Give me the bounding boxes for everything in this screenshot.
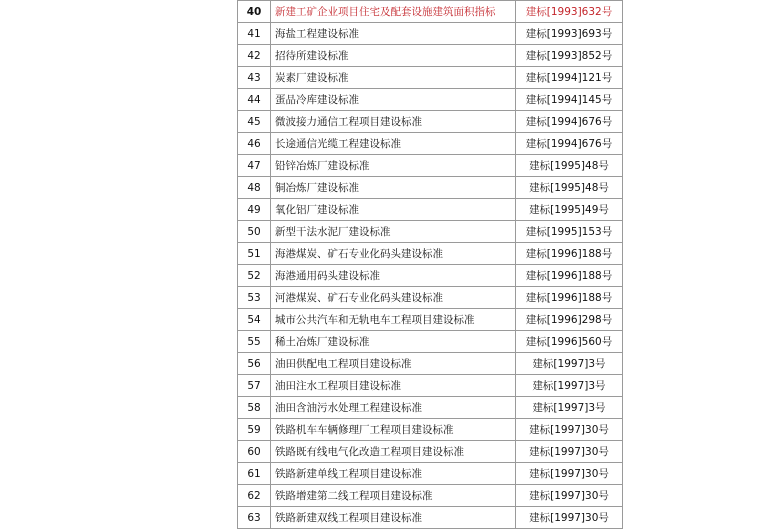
row-number: 45 xyxy=(238,111,271,133)
document-code: 建标[1993]632号 xyxy=(516,1,623,23)
standard-name: 油田供配电工程项目建设标准 xyxy=(271,353,516,375)
table-row xyxy=(238,67,623,89)
row-number: 61 xyxy=(238,463,271,485)
row-number: 47 xyxy=(238,155,271,177)
document-code: 建标[1994]121号 xyxy=(516,67,623,89)
document-code: 建标[1993]693号 xyxy=(516,23,623,45)
document-code: 建标[1993]852号 xyxy=(516,45,623,67)
table-row xyxy=(238,485,623,507)
standard-name: 氧化铝厂建设标准 xyxy=(271,199,516,221)
standard-name: 炭素厂建设标准 xyxy=(271,67,516,89)
table-row xyxy=(238,463,623,485)
row-number: 50 xyxy=(238,221,271,243)
standard-name: 微波接力通信工程项目建设标准 xyxy=(271,111,516,133)
standard-name: 铁路新建双线工程项目建设标准 xyxy=(271,507,516,529)
table-row xyxy=(238,155,623,177)
document-code: 建标[1996]188号 xyxy=(516,265,623,287)
document-code: 建标[1995]49号 xyxy=(516,199,623,221)
table-row xyxy=(238,507,623,529)
document-code: 建标[1997]3号 xyxy=(516,353,623,375)
row-number: 53 xyxy=(238,287,271,309)
document-code: 建标[1997]3号 xyxy=(516,375,623,397)
table-row xyxy=(238,177,623,199)
row-number: 62 xyxy=(238,485,271,507)
document-code: 建标[1995]48号 xyxy=(516,177,623,199)
table-row xyxy=(238,375,623,397)
standard-name: 新型干法水泥厂建设标准 xyxy=(271,221,516,243)
row-number: 59 xyxy=(238,419,271,441)
table-row xyxy=(238,111,623,133)
standards-table-container xyxy=(237,0,623,529)
standard-name: 铁路增建第二线工程项目建设标准 xyxy=(271,485,516,507)
document-code: 建标[1995]48号 xyxy=(516,155,623,177)
table-row xyxy=(238,353,623,375)
standard-name: 长途通信光缆工程建设标准 xyxy=(271,133,516,155)
table-row xyxy=(238,331,623,353)
row-number: 49 xyxy=(238,199,271,221)
standard-name: 油田含油污水处理工程建设标准 xyxy=(271,397,516,419)
table-row xyxy=(238,45,623,67)
row-number: 44 xyxy=(238,89,271,111)
standard-name: 稀土冶炼厂建设标准 xyxy=(271,331,516,353)
standard-name: 油田注水工程项目建设标准 xyxy=(271,375,516,397)
standard-name: 新建工矿企业项目住宅及配套设施建筑面积指标 xyxy=(271,1,516,23)
row-number: 48 xyxy=(238,177,271,199)
table-row xyxy=(238,419,623,441)
row-number: 41 xyxy=(238,23,271,45)
row-number: 57 xyxy=(238,375,271,397)
standard-name: 蛋品冷库建设标准 xyxy=(271,89,516,111)
table-row xyxy=(238,89,623,111)
row-number: 63 xyxy=(238,507,271,529)
table-row xyxy=(238,309,623,331)
table-row xyxy=(238,199,623,221)
standard-name: 海港煤炭、矿石专业化码头建设标准 xyxy=(271,243,516,265)
standard-name: 河港煤炭、矿石专业化码头建设标准 xyxy=(271,287,516,309)
document-code: 建标[1994]676号 xyxy=(516,133,623,155)
row-number: 46 xyxy=(238,133,271,155)
standard-name: 城市公共汽车和无轨电车工程项目建设标准 xyxy=(271,309,516,331)
document-code: 建标[1997]30号 xyxy=(516,507,623,529)
document-code: 建标[1997]30号 xyxy=(516,419,623,441)
standard-name: 海港通用码头建设标准 xyxy=(271,265,516,287)
table-row xyxy=(238,265,623,287)
table-row xyxy=(238,133,623,155)
standard-name: 招待所建设标准 xyxy=(271,45,516,67)
row-number: 52 xyxy=(238,265,271,287)
standards-table xyxy=(237,0,623,529)
row-number: 54 xyxy=(238,309,271,331)
row-number: 56 xyxy=(238,353,271,375)
table-row xyxy=(238,221,623,243)
table-row xyxy=(238,1,623,23)
table-row xyxy=(238,287,623,309)
document-code: 建标[1996]298号 xyxy=(516,309,623,331)
standard-name: 铜冶炼厂建设标准 xyxy=(271,177,516,199)
table-row xyxy=(238,243,623,265)
row-number: 40 xyxy=(238,1,271,23)
table-row xyxy=(238,23,623,45)
row-number: 60 xyxy=(238,441,271,463)
document-code: 建标[1997]3号 xyxy=(516,397,623,419)
document-code: 建标[1994]676号 xyxy=(516,111,623,133)
table-row xyxy=(238,397,623,419)
row-number: 55 xyxy=(238,331,271,353)
standard-name: 铁路机车车辆修理厂工程项目建设标准 xyxy=(271,419,516,441)
document-code: 建标[1996]560号 xyxy=(516,331,623,353)
document-code: 建标[1997]30号 xyxy=(516,441,623,463)
document-code: 建标[1997]30号 xyxy=(516,463,623,485)
document-code: 建标[1996]188号 xyxy=(516,243,623,265)
standard-name: 海盐工程建设标准 xyxy=(271,23,516,45)
document-code: 建标[1997]30号 xyxy=(516,485,623,507)
row-number: 51 xyxy=(238,243,271,265)
table-row xyxy=(238,441,623,463)
document-code: 建标[1995]153号 xyxy=(516,221,623,243)
standards-table-body xyxy=(238,1,623,529)
row-number: 58 xyxy=(238,397,271,419)
row-number: 43 xyxy=(238,67,271,89)
row-number: 42 xyxy=(238,45,271,67)
standard-name: 铅锌冶炼厂建设标准 xyxy=(271,155,516,177)
document-code: 建标[1996]188号 xyxy=(516,287,623,309)
standard-name: 铁路既有线电气化改造工程项目建设标准 xyxy=(271,441,516,463)
standard-name: 铁路新建单线工程项目建设标准 xyxy=(271,463,516,485)
document-code: 建标[1994]145号 xyxy=(516,89,623,111)
